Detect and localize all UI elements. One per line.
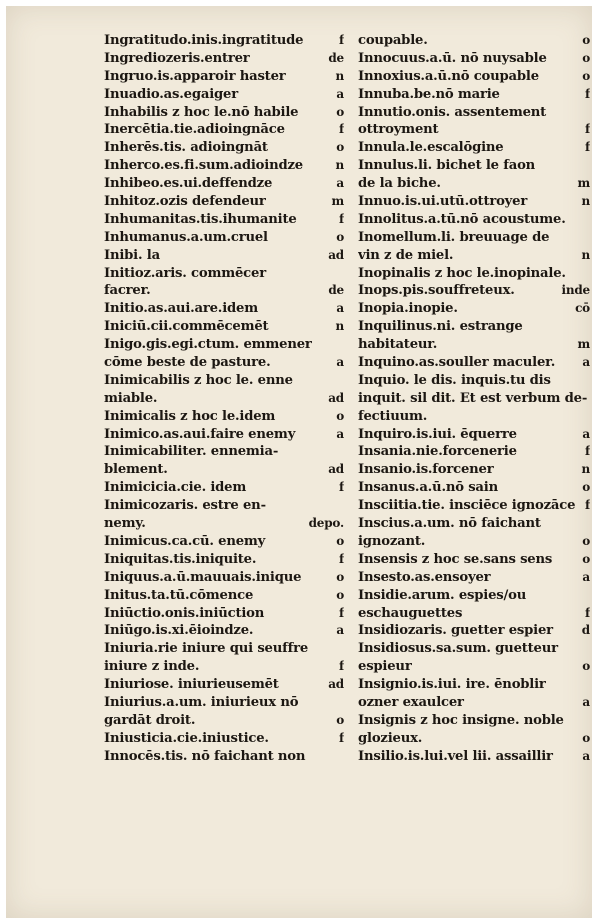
- dictionary-line: [358, 622, 590, 640]
- grammar-mark: o: [336, 229, 344, 244]
- dictionary-line: [104, 175, 344, 193]
- dictionary-line: [358, 551, 590, 569]
- grammar-mark: n: [581, 194, 590, 209]
- entry-text: Inhibeo.es.ui.deffendze: [104, 176, 273, 192]
- grammar-mark: n: [335, 319, 344, 334]
- grammar-mark: a: [582, 426, 590, 441]
- entry-text: glozieux.: [358, 730, 423, 746]
- grammar-mark: a: [336, 355, 344, 370]
- dictionary-line: [104, 247, 344, 265]
- grammar-mark: o: [582, 480, 590, 495]
- entry-text: Insignio.is.iui. ire. ēnoblir: [358, 677, 546, 693]
- entry-text: Iniuriose. iniurieusemēt: [104, 677, 279, 693]
- dictionary-line: [104, 372, 344, 390]
- dictionary-line: [358, 372, 590, 390]
- dictionary-line: [104, 551, 344, 569]
- dictionary-line: [104, 515, 344, 533]
- entry-text: Initio.as.aui.are.idem: [104, 301, 258, 317]
- grammar-mark: f: [585, 86, 590, 101]
- grammar-mark: de: [328, 50, 344, 65]
- dictionary-line: [358, 211, 590, 229]
- entry-text: Inquilinus.ni. estrange: [358, 319, 523, 335]
- entry-text: Iniuria.rie iniure qui seuffre: [104, 641, 309, 657]
- entry-text: Inimicicia.cie. idem: [104, 480, 247, 496]
- dictionary-line: [358, 354, 590, 372]
- entry-text: Insidiosus.sa.sum. guetteur: [358, 641, 558, 657]
- dictionary-line: [358, 730, 590, 748]
- grammar-mark: a: [582, 748, 590, 763]
- dictionary-line: [104, 676, 344, 694]
- entry-text: Innuo.is.ui.utū.ottroyer: [358, 194, 528, 210]
- dictionary-line: [358, 426, 590, 444]
- grammar-mark: ad: [328, 462, 344, 477]
- entry-text: Inquiro.is.iui. ēquerre: [358, 426, 517, 442]
- entry-text: Innocēs.tis. nō faichant non: [104, 748, 306, 764]
- entry-text: vin z de miel.: [358, 247, 454, 263]
- dictionary-line: [358, 282, 590, 300]
- entry-text: miable.: [104, 390, 158, 406]
- dictionary-line: [358, 318, 590, 336]
- right-column: [358, 32, 590, 766]
- grammar-mark: a: [336, 623, 344, 638]
- entry-text: Inopinalis z hoc le.inopinale.: [358, 265, 566, 281]
- grammar-mark: ad: [328, 677, 344, 692]
- entry-text: Inimico.as.aui.faire enemy: [104, 426, 296, 442]
- entry-text: Ingruo.is.apparoir haster: [104, 68, 286, 84]
- dictionary-line: [104, 354, 344, 372]
- dictionary-line: [104, 748, 344, 766]
- grammar-mark: n: [335, 158, 344, 173]
- grammar-mark: ad: [328, 247, 344, 262]
- dictionary-line: [104, 157, 344, 175]
- entry-text: Inimicozaris. estre en-: [104, 498, 266, 514]
- grammar-mark: o: [336, 140, 344, 155]
- dictionary-line: [358, 461, 590, 479]
- entry-text: Insciitia.tie. insciēce ignozāce: [358, 498, 576, 514]
- entry-text: Iniquus.a.ū.mauuais.inique: [104, 569, 302, 585]
- grammar-mark: f: [339, 730, 344, 745]
- dictionary-line: [104, 443, 344, 461]
- dictionary-line: [104, 265, 344, 283]
- grammar-mark: f: [585, 140, 590, 155]
- dictionary-line: [358, 587, 590, 605]
- entry-text: Insesto.as.ensoyer: [358, 569, 491, 585]
- dictionary-line: [104, 658, 344, 676]
- entry-text: ignozant.: [358, 533, 426, 549]
- entry-text: Innocuus.a.ū. nō nuysable: [358, 50, 547, 66]
- entry-text: Insidiozaris. guetter espier: [358, 623, 553, 639]
- grammar-mark: a: [336, 86, 344, 101]
- grammar-mark: de: [328, 283, 344, 298]
- dictionary-line: [358, 193, 590, 211]
- grammar-mark: ad: [328, 390, 344, 405]
- grammar-mark: a: [336, 176, 344, 191]
- entry-text: Ingrediozeris.entrer: [104, 50, 250, 66]
- grammar-mark: o: [582, 730, 590, 745]
- grammar-mark: o: [336, 408, 344, 423]
- entry-text: Inopia.inopie.: [358, 301, 458, 317]
- entry-text: Inimicabilis z hoc le. enne: [104, 372, 293, 388]
- entry-text: Insilio.is.lui.vel lii. assaillir: [358, 748, 553, 764]
- dictionary-line: [358, 533, 590, 551]
- entry-text: Iniusticia.cie.iniustice.: [104, 730, 269, 746]
- entry-text: Inscius.a.um. nō faichant: [358, 516, 541, 532]
- entry-text: Innoxius.a.ū.nō coupable: [358, 68, 539, 84]
- grammar-mark: o: [336, 104, 344, 119]
- grammar-mark: f: [339, 122, 344, 137]
- dictionary-line: [358, 121, 590, 139]
- entry-text: Inhumanus.a.um.cruel: [104, 229, 268, 245]
- dictionary-line: [358, 605, 590, 623]
- entry-text: coupable.: [358, 33, 428, 48]
- dictionary-line: [104, 68, 344, 86]
- grammar-mark: a: [336, 426, 344, 441]
- entry-text: Inimicabiliter. ennemia-: [104, 444, 279, 460]
- grammar-mark: m: [577, 337, 590, 352]
- grammar-mark: o: [582, 33, 590, 47]
- left-column: [104, 32, 344, 766]
- dictionary-line: [104, 587, 344, 605]
- grammar-mark: a: [336, 301, 344, 316]
- entry-text: Inquio. le dis. inquis.tu dis: [358, 372, 551, 388]
- dictionary-line: [358, 443, 590, 461]
- entry-text: Iniurius.a.um. iniurieux nō: [104, 694, 299, 710]
- dictionary-line: [104, 426, 344, 444]
- dictionary-line: [104, 479, 344, 497]
- entry-text: Initus.ta.tū.cōmence: [104, 587, 254, 603]
- dictionary-line: [358, 265, 590, 283]
- dictionary-line: [104, 282, 344, 300]
- entry-text: Initioz.aris. commēcer: [104, 265, 266, 281]
- grammar-mark: n: [581, 247, 590, 262]
- dictionary-line: [104, 640, 344, 658]
- entry-text: de la biche.: [358, 176, 441, 192]
- dictionary-line: [358, 569, 590, 587]
- entry-text: Innolitus.a.tū.nō acoustume.: [358, 211, 566, 227]
- dictionary-line: [358, 336, 590, 354]
- entry-text: Insidie.arum. espies/ou: [358, 587, 527, 603]
- grammar-mark: f: [585, 498, 590, 513]
- grammar-mark: f: [339, 211, 344, 226]
- dictionary-line: [104, 533, 344, 551]
- entry-text: Ingratitudo.inis.ingratitude: [104, 33, 304, 48]
- grammar-mark: o: [582, 68, 590, 83]
- entry-text: fectiuum.: [358, 408, 428, 424]
- dictionary-line: [358, 390, 590, 408]
- dictionary-line: [358, 175, 590, 193]
- book-page: [6, 6, 592, 918]
- entry-text: Innutio.onis. assentement: [358, 104, 547, 120]
- entry-text: Inquino.as.souller maculer.: [358, 355, 556, 371]
- grammar-mark: o: [336, 533, 344, 548]
- dictionary-line: [358, 139, 590, 157]
- entry-text: cōme beste de pasture.: [104, 355, 271, 371]
- grammar-mark: f: [585, 605, 590, 620]
- dictionary-line: [358, 479, 590, 497]
- grammar-mark: f: [339, 480, 344, 495]
- grammar-mark: o: [582, 659, 590, 674]
- dictionary-line: [358, 229, 590, 247]
- entry-text: Inuadio.as.egaiger: [104, 86, 238, 102]
- entry-text: Innulus.li. bichet le faon: [358, 158, 536, 174]
- entry-text: Inomellum.li. breuuage de: [358, 229, 550, 245]
- dictionary-line: [358, 300, 590, 318]
- dictionary-line: [358, 712, 590, 730]
- dictionary-line: [358, 157, 590, 175]
- entry-text: gardāt droit.: [104, 712, 196, 728]
- entry-text: Inops.pis.souffreteux.: [358, 283, 515, 299]
- entry-text: ottroyment: [358, 122, 439, 138]
- grammar-mark: f: [339, 659, 344, 674]
- dictionary-line: [104, 121, 344, 139]
- dictionary-line: [104, 211, 344, 229]
- dictionary-line: [104, 50, 344, 68]
- dictionary-line: [358, 32, 590, 50]
- dictionary-line: [358, 640, 590, 658]
- grammar-mark: n: [335, 68, 344, 83]
- grammar-mark: o: [336, 712, 344, 727]
- entry-text: Iniquitas.tis.iniquite.: [104, 551, 257, 567]
- dictionary-line: [104, 497, 344, 515]
- grammar-mark: o: [582, 551, 590, 566]
- entry-text: Inimicus.ca.cū. enemy: [104, 533, 266, 549]
- entry-text: Inercētia.tie.adioingnāce: [104, 122, 285, 138]
- entry-text: Inibi. la: [104, 247, 160, 263]
- entry-text: espieur: [358, 659, 412, 675]
- entry-text: Inhumanitas.tis.ihumanite: [104, 211, 297, 227]
- grammar-mark: m: [331, 194, 344, 209]
- grammar-mark: inde: [561, 283, 590, 298]
- entry-text: nemy.: [104, 516, 146, 532]
- dictionary-line: [104, 104, 344, 122]
- dictionary-line: [104, 461, 344, 479]
- dictionary-line: [358, 68, 590, 86]
- entry-text: Inherēs.tis. adioingnāt: [104, 140, 268, 156]
- entry-text: Insignis z hoc insigne. noble: [358, 712, 564, 728]
- entry-text: inquit. sil dit. Et est verbum de-: [358, 390, 588, 406]
- entry-text: iniure z inde.: [104, 659, 200, 675]
- dictionary-line: [358, 515, 590, 533]
- dictionary-line: [104, 300, 344, 318]
- entry-text: Iniūctio.onis.iniūction: [104, 605, 265, 621]
- entry-text: Inherco.es.fi.sum.adioindze: [104, 158, 303, 174]
- dictionary-line: [358, 658, 590, 676]
- grammar-mark: cō: [575, 301, 590, 316]
- dictionary-line: [104, 569, 344, 587]
- entry-text: Innuba.be.nō marie: [358, 86, 500, 102]
- entry-text: Inhitoz.ozis defendeur: [104, 194, 266, 210]
- dictionary-line: [358, 497, 590, 515]
- grammar-mark: a: [582, 355, 590, 370]
- entry-text: Insanus.a.ū.nō sain: [358, 480, 498, 496]
- grammar-mark: o: [582, 533, 590, 548]
- dictionary-line: [104, 694, 344, 712]
- entry-text: Inigo.gis.egi.ctum. emmener: [104, 337, 312, 353]
- entry-text: habitateur.: [358, 337, 438, 353]
- dictionary-line: [104, 229, 344, 247]
- dictionary-line: [358, 748, 590, 766]
- entry-text: blement.: [104, 462, 168, 478]
- grammar-mark: d: [581, 623, 590, 638]
- dictionary-line: [104, 318, 344, 336]
- grammar-mark: n: [581, 462, 590, 477]
- dictionary-line: [104, 32, 344, 50]
- grammar-mark: o: [336, 569, 344, 584]
- grammar-mark: o: [336, 587, 344, 602]
- grammar-mark: m: [577, 176, 590, 191]
- grammar-mark: a: [582, 569, 590, 584]
- dictionary-line: [104, 605, 344, 623]
- dictionary-line: [104, 193, 344, 211]
- dictionary-line: [358, 50, 590, 68]
- dictionary-line: [104, 730, 344, 748]
- dictionary-line: [104, 139, 344, 157]
- dictionary-line: [358, 86, 590, 104]
- entry-text: Iniciū.cii.commēcemēt: [104, 319, 269, 335]
- grammar-mark: f: [339, 33, 344, 47]
- grammar-mark: o: [582, 50, 590, 65]
- entry-text: Iniūgo.is.xi.ēioindze.: [104, 623, 254, 639]
- dictionary-line: [104, 622, 344, 640]
- dictionary-line: [358, 247, 590, 265]
- dictionary-line: [358, 694, 590, 712]
- entry-text: facrer.: [104, 283, 151, 299]
- dictionary-line: [104, 390, 344, 408]
- grammar-mark: f: [339, 605, 344, 620]
- entry-text: ozner exaulcer: [358, 694, 464, 710]
- dictionary-line: [358, 408, 590, 426]
- entry-text: eschauguettes: [358, 605, 463, 621]
- entry-text: Inimicalis z hoc le.idem: [104, 408, 276, 424]
- grammar-mark: f: [585, 122, 590, 137]
- entry-text: Insanio.is.forcener: [358, 462, 494, 478]
- dictionary-line: [104, 712, 344, 730]
- entry-text: Inhabilis z hoc le.nō habile: [104, 104, 299, 120]
- grammar-mark: f: [339, 551, 344, 566]
- entry-text: Insensis z hoc se.sans sens: [358, 551, 553, 567]
- dictionary-line: [104, 336, 344, 354]
- entry-text: Insania.nie.forcenerie: [358, 444, 517, 460]
- grammar-mark: depo.: [308, 516, 344, 531]
- grammar-mark: a: [582, 694, 590, 709]
- dictionary-line: [358, 104, 590, 122]
- dictionary-line: [104, 408, 344, 426]
- dictionary-line: [104, 86, 344, 104]
- grammar-mark: f: [585, 444, 590, 459]
- entry-text: Innula.le.escalōgine: [358, 140, 504, 156]
- dictionary-line: [358, 676, 590, 694]
